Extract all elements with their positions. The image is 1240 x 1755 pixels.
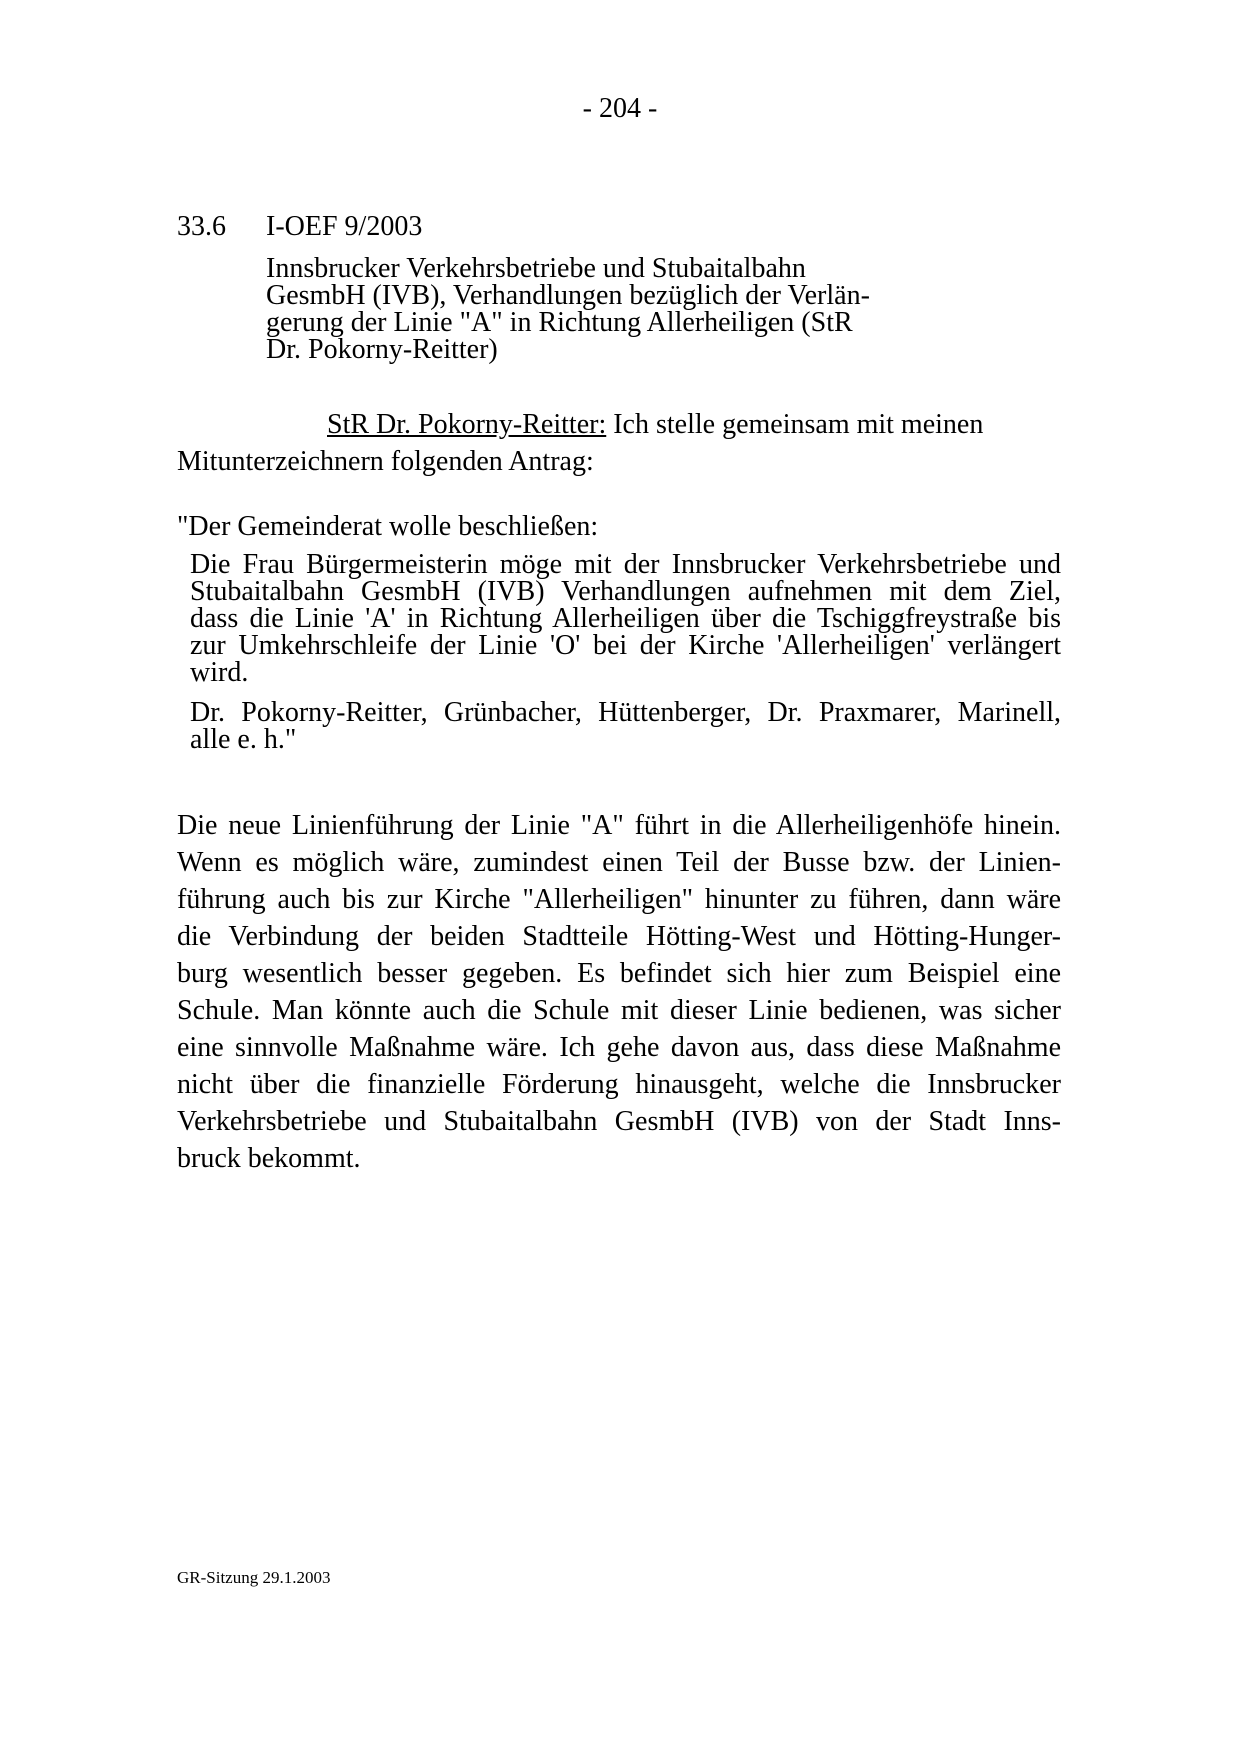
body-line: Wenn es möglich wäre, zumindest einen Teil der Busse bzw. der Linien- [177,847,1061,878]
body-line: führung auch bis zur Kirche "Allerheiligen" hinunter zu führen, dann wäre [177,884,1061,915]
motion-line: Stubaitalbahn GesmbH (IVB) Verhandlungen aufnehmen mit dem Ziel, [190,576,1061,607]
item-title-line: Innsbrucker Verkehrsbetriebe und Stubaitalbahn [266,253,806,284]
motion-line: Die Frau Bürgermeisterin möge mit der Innsbrucker Verkehrsbetriebe und [190,549,1061,580]
item-title-line: Dr. Pokorny-Reitter) [266,334,498,365]
motion-intro: "Der Gemeinderat wolle beschließen: [177,511,599,542]
motion-line: wird. [190,657,249,688]
body-line: Schule. Man könnte auch die Schule mit dieser Linie bedienen, was sicher [177,995,1061,1026]
signers-line: Dr. Pokorny-Reitter, Grünbacher, Hüttenberger, Dr. Praxmarer, Marinell, [190,697,1061,728]
page-number: - 204 - [582,93,658,124]
body-line: die Verbindung der beiden Stadtteile Hötting-West und Hötting-Hunger- [177,921,1061,952]
body-line: burg wesentlich besser gegeben. Es befindet sich hier zum Beispiel eine [177,958,1061,989]
item-title-line: gerung der Linie "A" in Richtung Allerheiligen (StR [266,307,853,338]
body-line: bruck bekommt. [177,1143,361,1174]
footer-session: GR-Sitzung 29.1.2003 [177,1568,331,1587]
body-line: Verkehrsbetriebe und Stubaitalbahn GesmbH (IVB) von der Stadt Inns- [177,1106,1061,1137]
speaker-paragraph [327,408,983,442]
item-title-line: GesmbH (IVB), Verhandlungen bezüglich der Verlän- [266,280,870,311]
speaker-text: Ich stelle gemeinsam mit meinen [606,409,984,440]
item-number: 33.6 [177,211,226,242]
motion-text [190,551,1061,686]
signers-line: alle e. h." [190,724,297,755]
item-reference: I-OEF 9/2003 [266,211,423,242]
body-paragraph [177,807,1061,1177]
body-line: eine sinnvolle Maßnahme wäre. Ich gehe davon aus, dass diese Maßnahme [177,1032,1061,1063]
speaker-text-continued: Mitunterzeichnern folgenden Antrag: [177,446,594,477]
item-title [266,255,911,363]
body-line: nicht über die finanzielle Förderung hinausgeht, welche die Innsbrucker [177,1069,1061,1100]
body-line: Die neue Linienführung der Linie "A" führt in die Allerheiligenhöfe hinein. [177,810,1061,841]
motion-line: zur Umkehrschleife der Linie 'O' bei der Kirche 'Allerheiligen' verlängert [190,630,1061,661]
motion-line: dass die Linie 'A' in Richtung Allerheiligen über die Tschiggfreystraße bis [190,603,1061,634]
speaker-name: StR Dr. Pokorny-Reitter: [327,409,607,440]
motion-signers [190,699,1061,753]
